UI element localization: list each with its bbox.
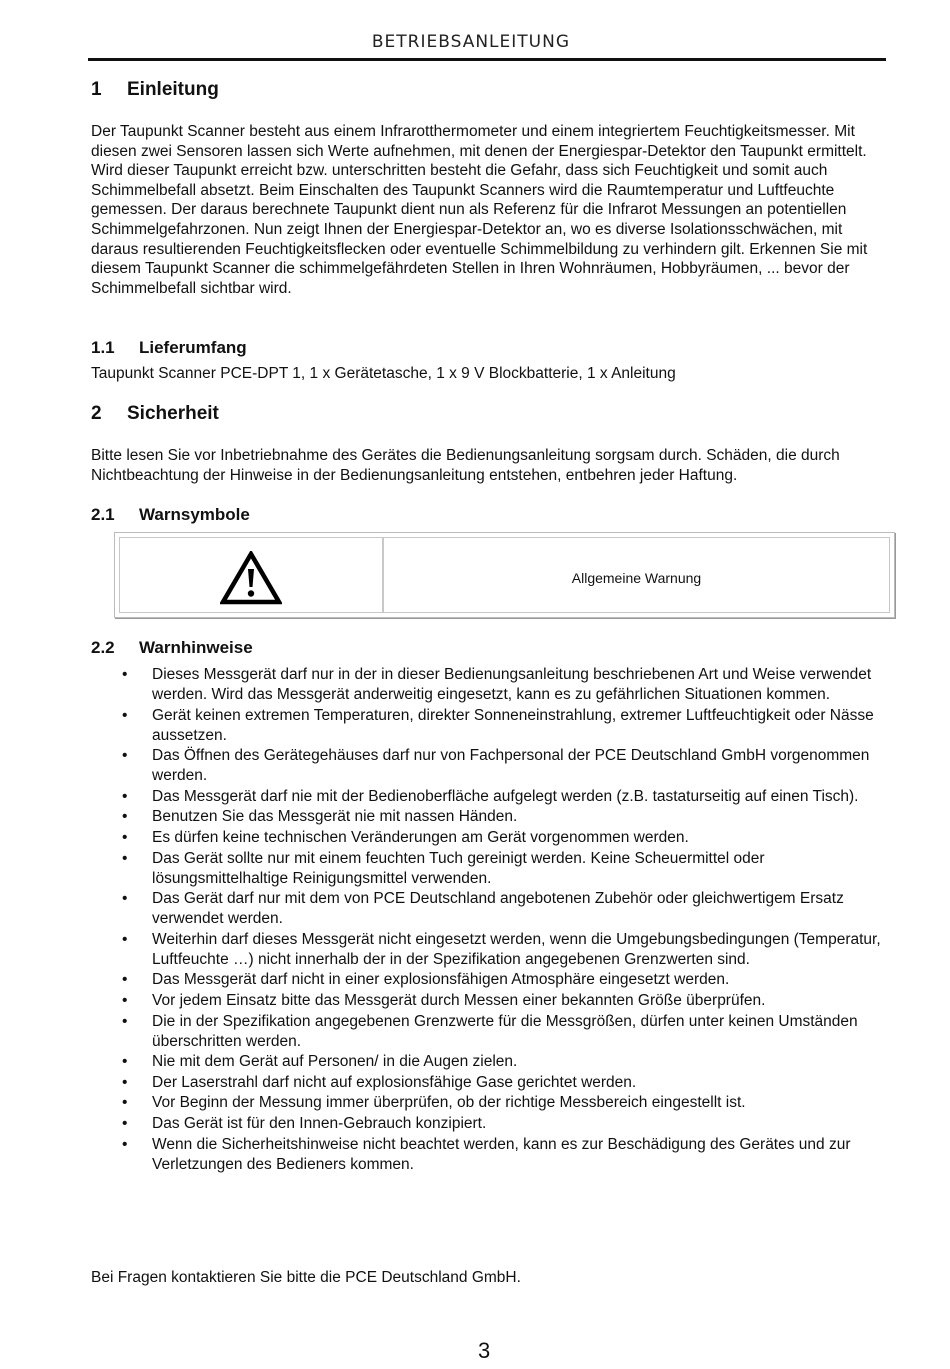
list-item-text: Das Gerät darf nur mit dem von PCE Deutschland angebotenen Zubehör oder gleichwertigem Ersatz verwendet werden. — [152, 890, 844, 928]
bullet-icon: • — [122, 828, 128, 846]
list-item-text: Das Gerät sollte nur mit einem feuchten Tuch gereinigt werden. Keine Scheuermittel oder lösungsmittelhaltige Reinigungsmittel verwenden. — [152, 849, 765, 887]
section-2-1-heading — [91, 505, 250, 525]
header-title: BETRIEBSANLEITUNG — [371, 32, 570, 52]
section-1-heading — [91, 79, 219, 101]
list-item — [91, 807, 886, 827]
list-item-text: Die in der Spezifikation angegebenen Grenzwerte für die Messgrößen, dürfen unter keinen Umständen überschritten werden. — [152, 1012, 858, 1050]
bullet-icon: • — [122, 1053, 128, 1071]
bullet-icon: • — [122, 1135, 128, 1153]
bullet-icon: • — [122, 1012, 128, 1030]
list-item-text: Benutzen Sie das Messgerät nie mit nassen Händen. — [152, 808, 518, 826]
list-item — [91, 1073, 886, 1093]
section-number: 1.1 — [91, 338, 115, 357]
section-number: 2 — [91, 403, 102, 424]
bullet-icon: • — [122, 666, 128, 683]
list-item-text: Das Gerät ist für den Innen-Gebrauch konzipiert. — [152, 1114, 487, 1132]
list-item — [91, 665, 886, 705]
bullet-icon: • — [122, 808, 128, 826]
warning-label-cell — [383, 537, 890, 613]
list-item — [91, 828, 886, 848]
section-2-heading — [91, 403, 219, 425]
list-item-text: Vor jedem Einsatz bitte das Messgerät durch Messen einer bekannten Größe überprüfen. — [152, 991, 766, 1009]
list-item-text: Der Laserstrahl darf nicht auf explosionsfähige Gase gerichtet werden. — [152, 1073, 637, 1091]
bullet-icon: • — [122, 706, 128, 724]
page-header — [88, 32, 886, 61]
list-item — [91, 746, 886, 786]
list-item — [91, 1093, 886, 1113]
list-item-text: Nie mit dem Gerät auf Personen/ in die Augen zielen. — [152, 1053, 518, 1071]
bullet-icon: • — [122, 991, 128, 1009]
bullet-icon: • — [122, 849, 128, 867]
contact-note: Bei Fragen kontaktieren Sie bitte die PCE Deutschland GmbH. — [91, 1269, 521, 1286]
list-item — [91, 991, 886, 1011]
list-item — [91, 849, 886, 889]
list-item-text: Gerät keinen extremen Temperaturen, direkter Sonneneinstrahlung, extremer Luftfeuchtigkeit oder Nässe aussetzen. — [152, 706, 874, 744]
warning-icon-cell — [119, 537, 383, 613]
bullet-icon: • — [122, 930, 128, 948]
page-number: 3 — [478, 1338, 491, 1363]
list-item-text: Vor Beginn der Messung immer überprüfen, ob der richtige Messbereich eingestellt ist. — [152, 1094, 746, 1112]
list-item — [91, 1012, 886, 1052]
bullet-icon: • — [122, 1114, 128, 1132]
bullet-icon: • — [122, 1094, 128, 1112]
section-number: 1 — [91, 79, 102, 100]
list-item-text: Das Öffnen des Gerätegehäuses darf nur von Fachpersonal der PCE Deutschland GmbH vorgenommen werden. — [152, 747, 870, 785]
warning-triangle-icon — [220, 551, 282, 605]
list-item — [91, 970, 886, 990]
section-1-1-heading — [91, 338, 247, 358]
list-item-text: Das Messgerät darf nicht in einer explosionsfähigen Atmosphäre eingesetzt werden. — [152, 971, 730, 989]
list-item — [91, 1114, 886, 1134]
list-item — [91, 930, 886, 970]
warning-list — [91, 665, 886, 1175]
section-number: 2.1 — [91, 505, 115, 524]
section-title: Sicherheit — [127, 403, 219, 424]
list-item — [91, 1135, 886, 1175]
section-title: Warnsymbole — [139, 505, 250, 524]
section-title: Einleitung — [127, 79, 219, 100]
section-2-text: Bitte lesen Sie vor Inbetriebnahme des Gerätes die Bedienungsanleitung sorgsam durch. Schäden, die durch Nichtbeachtung der Hinweise in der Bedienungsanleitung entstehen, entbehren jeder Haftung. — [91, 447, 840, 484]
list-item — [91, 1052, 886, 1072]
list-item — [91, 889, 886, 929]
list-item-text: Dieses Messgerät darf nur in der in dieser Bedienungsanleitung beschriebenen Art und Weise verwendet werden. Wird das Messgerät anderweitig eingesetzt, kann es zu gefährlichen Situationen kommen. — [152, 666, 872, 703]
bullet-icon: • — [122, 890, 128, 908]
list-item-text: Wenn die Sicherheitshinweise nicht beachtet werden, kann es zur Beschädigung des Gerätes und zur Verletzungen des Bedieners kommen. — [152, 1135, 851, 1173]
section-1-text: Der Taupunkt Scanner besteht aus einem Infrarotthermometer und einem integriertem Feuchtigkeitsmesser. Mit diesen zwei Sensoren lassen sich Werte aufnehmen, mit denen der Energiespar-Detektor den Taupunkt ermittelt. Wird dieser Taupunkt erreicht bzw. unterschritten besteht die Gefahr, dass sich Feuchtigkeit und somit auch Schimmelbefall absetzt. Beim Einschalten des Taupunkt Scanners wird die Raumtemperatur und Luftfeuchte gemessen. Der daraus berechnete Taupunkt dient nun als Referenz für die Infrarot Messungen an potentiellen Schimmelgefahrzonen. Nun zeigt Ihnen der Energiespar-Detektor an, wo es diverse Isolationsschwächen, mit daraus resultierenden Feuchtigkeitsflecken oder eventuelle Schimmelbildung zu verhindern gilt. Erkennen Sie mit diesem Taupunkt Scanner die schimmelgefährdeten Stellen in Ihren Wohnräumen, Hobbyräumen, ... bevor der Schimmelbefall sichtbar wird. — [91, 123, 868, 297]
warning-symbol-table — [114, 532, 895, 618]
section-title: Lieferumfang — [139, 338, 247, 357]
section-2-2-heading — [91, 638, 253, 658]
bullet-icon: • — [122, 787, 128, 805]
bullet-icon: • — [122, 1073, 128, 1091]
list-item — [91, 706, 886, 746]
section-title: Warnhinweise — [139, 638, 253, 657]
list-item — [91, 787, 886, 807]
warning-label: Allgemeine Warnung — [571, 570, 702, 586]
list-item-text: Weiterhin darf dieses Messgerät nicht eingesetzt werden, wenn die Umgebungsbedingungen (Temperatur, Luftfeuchte …) nicht innerhalb der in der Spezifikation angegebenen Grenzwerten sind. — [152, 930, 881, 968]
list-item-text: Das Messgerät darf nie mit der Bedienoberfläche aufgelegt werden (z.B. tastaturseitig auf einen Tisch). — [152, 787, 859, 805]
bullet-icon: • — [122, 747, 128, 765]
section-1-1-text: Taupunkt Scanner PCE-DPT 1, 1 x Gerätetasche, 1 x 9 V Blockbatterie, 1 x Anleitung — [91, 365, 676, 382]
section-number: 2.2 — [91, 638, 115, 657]
bullet-icon: • — [122, 971, 128, 989]
list-item-text: Es dürfen keine technischen Veränderungen am Gerät vorgenommen werden. — [152, 828, 689, 846]
